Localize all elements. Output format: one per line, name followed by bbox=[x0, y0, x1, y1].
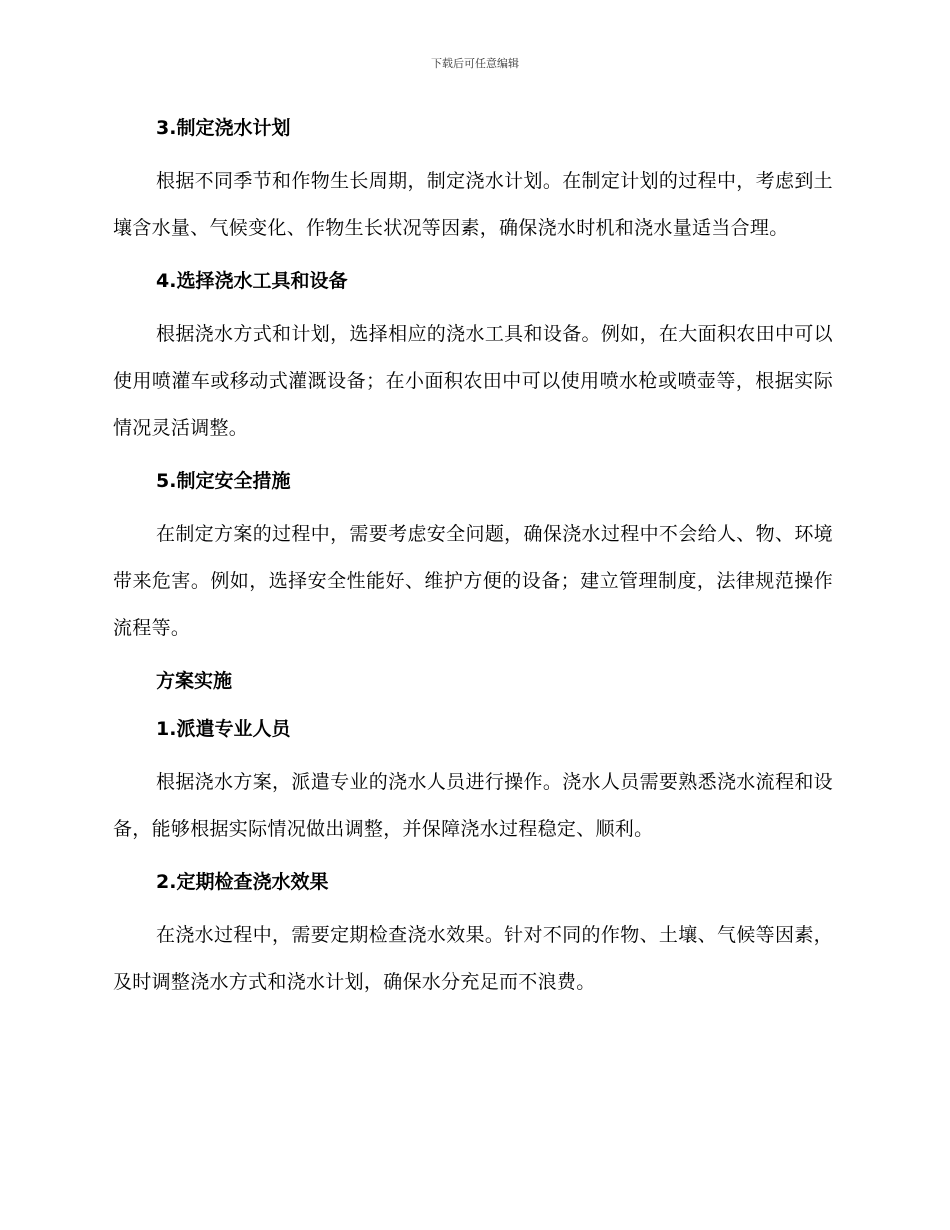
section-paragraph-3: 根据不同季节和作物生长周期，制定浇水计划。在制定计划的过程中，考虑到土壤含水量、气候变化、作物生长状况等因素，确保浇水时机和浇水量适当合理。 bbox=[113, 170, 833, 239]
section-heading-5: 5.制定安全措施 bbox=[156, 470, 291, 492]
section-heading-4: 4.选择浇水工具和设备 bbox=[156, 270, 348, 292]
document-body bbox=[113, 110, 833, 1017]
implementation-heading: 方案实施 bbox=[156, 670, 233, 692]
page-header: 下载后可任意编辑 bbox=[431, 57, 519, 70]
impl-heading-2: 2.定期检查浇水效果 bbox=[156, 871, 329, 893]
section-paragraph-5: 在制定方案的过程中，需要考虑安全问题，确保浇水过程中不会给人、物、环境带来危害。例如，选择安全性能好、维护方便的设备；建立管理制度，法律规范操作流程等。 bbox=[113, 523, 833, 639]
impl-heading-1: 1.派遣专业人员 bbox=[156, 718, 291, 740]
section-paragraph-4: 根据浇水方式和计划，选择相应的浇水工具和设备。例如，在大面积农田中可以使用喷灌车或移动式灌溉设备；在小面积农田中可以使用喷水枪或喷壶等，根据实际情况灵活调整。 bbox=[113, 323, 833, 439]
section-heading-3: 3.制定浇水计划 bbox=[156, 117, 291, 139]
impl-paragraph-1: 根据浇水方案，派遣专业的浇水人员进行操作。浇水人员需要熟悉浇水流程和设备，能够根据实际情况做出调整，并保障浇水过程稳定、顺利。 bbox=[113, 771, 833, 840]
impl-paragraph-2: 在浇水过程中，需要定期检查浇水效果。针对不同的作物、土壤、气候等因素，及时调整浇水方式和浇水计划，确保水分充足而不浪费。 bbox=[113, 924, 833, 993]
